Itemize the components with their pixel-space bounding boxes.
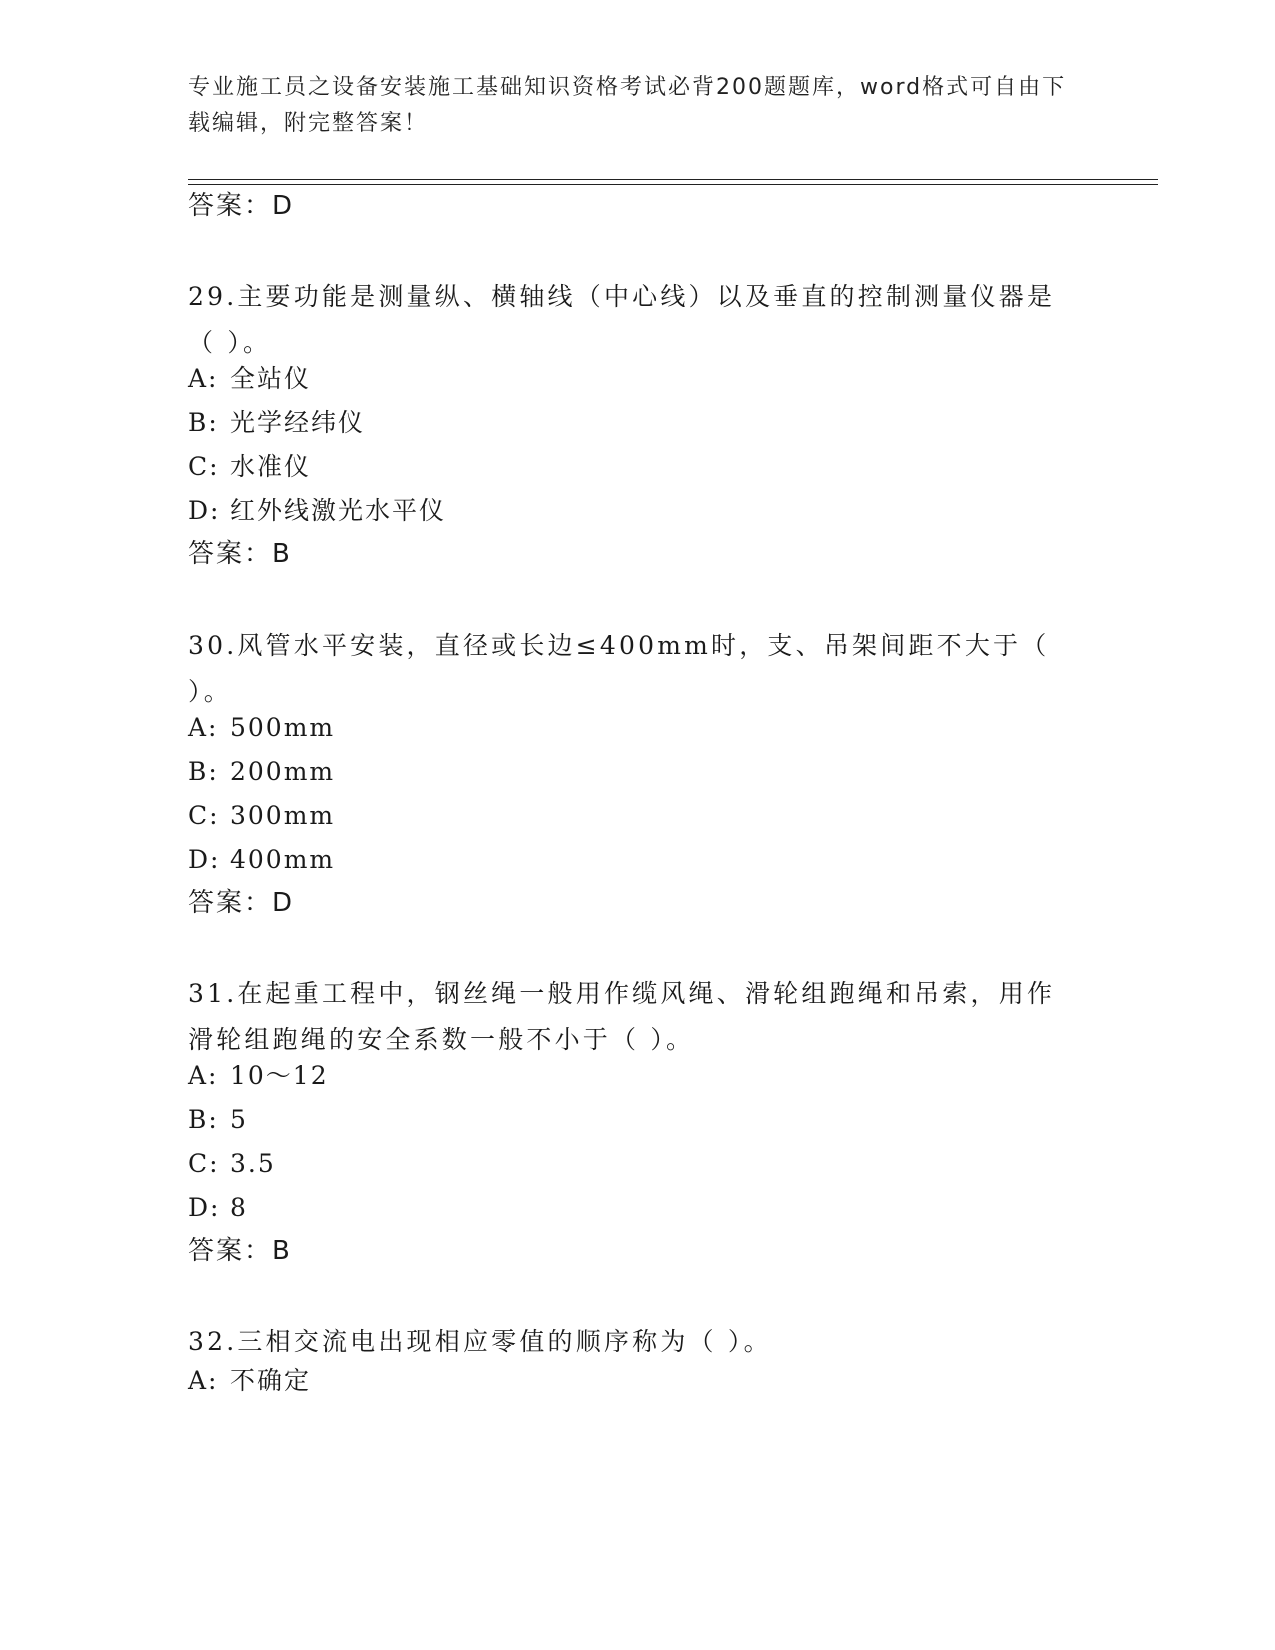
option-text: 5	[230, 1105, 248, 1134]
question-31-text: 31.在起重工程中，钢丝绳一般用作缆风绳、滑轮组跑绳和吊索，用作滑轮组跑绳的安全系数一般不小于（ ）。	[188, 979, 1056, 1054]
option-key: B:	[188, 1105, 219, 1134]
question-31-option-b	[188, 1104, 248, 1136]
option-text: 8	[230, 1193, 248, 1222]
option-key: C:	[188, 1149, 220, 1178]
option-text: 不确定	[230, 1366, 312, 1395]
question-29-option-b	[188, 407, 365, 439]
question-30-answer: 答案：D	[188, 888, 295, 918]
option-key: D:	[188, 496, 221, 525]
question-29-option-a	[188, 363, 311, 395]
question-32-text: 32.三相交流电出现相应零值的顺序称为（ ）。	[188, 1327, 772, 1356]
option-text: 红外线激光水平仪	[230, 496, 447, 525]
question-30-text: 30.风管水平安装，直径或长边≤400mm时，支、吊架间距不大于（ ）。	[188, 631, 1050, 706]
option-text: 200mm	[230, 757, 336, 786]
option-key: A:	[188, 713, 219, 742]
header-divider-top	[188, 179, 1158, 180]
option-text: 3.5	[230, 1149, 276, 1178]
option-text: 400mm	[230, 845, 336, 874]
option-key: C:	[188, 452, 220, 481]
question-30-option-d	[188, 844, 335, 876]
option-key: D:	[188, 845, 221, 874]
question-31-option-c	[188, 1148, 276, 1180]
question-31-option-a	[188, 1060, 329, 1092]
question-31-option-d	[188, 1192, 248, 1224]
question-29-option-c	[188, 451, 311, 483]
option-text: 500mm	[230, 713, 336, 742]
question-30-option-c	[188, 800, 335, 832]
option-text: 300mm	[230, 801, 336, 830]
option-key: B:	[188, 408, 219, 437]
question-31-answer: 答案：B	[188, 1236, 292, 1266]
question-30-option-a	[188, 712, 335, 744]
option-text: 全站仪	[230, 364, 312, 393]
question-30-option-b	[188, 756, 335, 788]
header-divider-bottom	[188, 184, 1158, 185]
option-key: B:	[188, 757, 219, 786]
option-key: C:	[188, 801, 220, 830]
option-key: A:	[188, 1061, 219, 1090]
option-text: 光学经纬仪	[230, 408, 366, 437]
previous-answer: 答案：D	[188, 191, 295, 221]
option-text: 水准仪	[230, 452, 312, 481]
question-29-option-d	[188, 495, 446, 527]
option-key: A:	[188, 364, 219, 393]
option-text: 10～12	[230, 1061, 329, 1090]
question-29-text: 29.主要功能是测量纵、横轴线（中心线）以及垂直的控制测量仪器是（ ）。	[188, 282, 1056, 357]
question-29-answer: 答案：B	[188, 539, 292, 569]
document-header: 专业施工员之设备安装施工基础知识资格考试必背200题题库，word格式可自由下载编辑，附完整答案！	[188, 75, 1067, 136]
question-32-option-a	[188, 1365, 311, 1397]
option-key: A:	[188, 1366, 219, 1395]
option-key: D:	[188, 1193, 221, 1222]
